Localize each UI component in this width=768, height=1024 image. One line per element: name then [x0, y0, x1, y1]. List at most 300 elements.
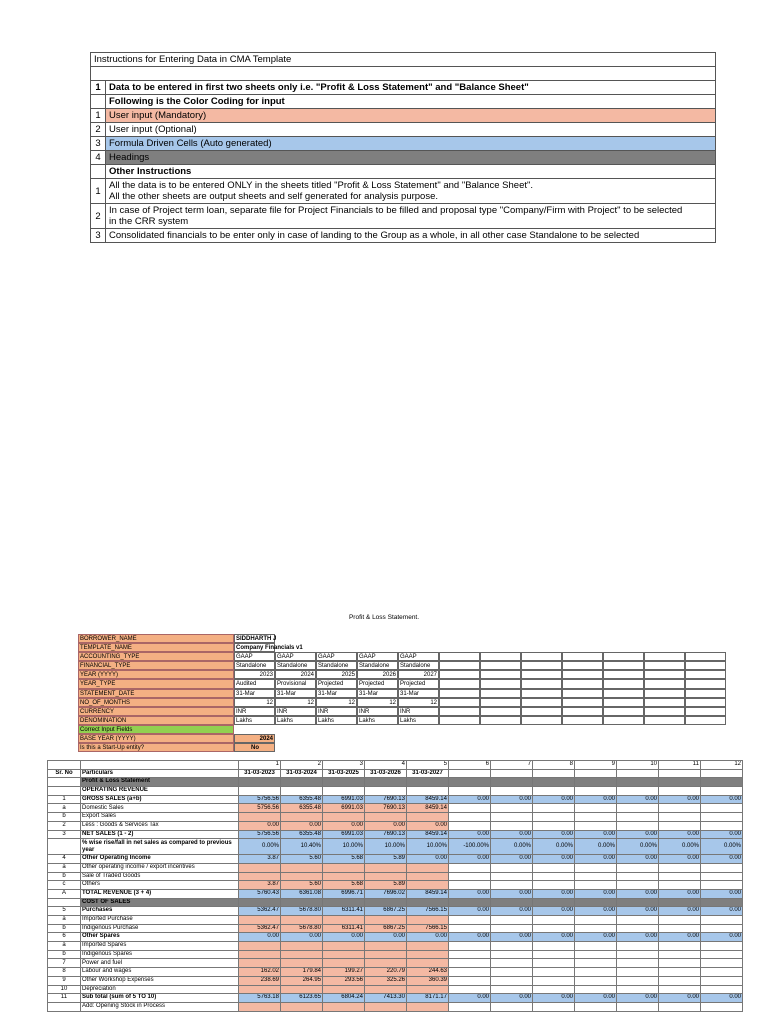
meta-cell[interactable]	[357, 743, 398, 752]
row-value[interactable]: 0.00	[491, 855, 533, 864]
meta-cell[interactable]	[562, 734, 603, 743]
row-value[interactable]: 5.89	[365, 881, 407, 890]
meta-value[interactable]: INR	[316, 707, 357, 716]
row-value[interactable]	[449, 942, 491, 951]
row-value[interactable]: 162.02	[239, 968, 281, 977]
row-value[interactable]: 0.00	[449, 830, 491, 839]
meta-cell[interactable]	[316, 634, 357, 643]
row-value[interactable]: 0.00	[533, 933, 575, 942]
meta-value[interactable]: Projected	[398, 679, 439, 688]
row-value[interactable]	[701, 924, 743, 933]
meta-cell[interactable]	[562, 643, 603, 652]
row-value[interactable]	[533, 1002, 575, 1011]
row-value[interactable]: 0.00%	[239, 839, 281, 855]
row-value[interactable]	[407, 872, 449, 881]
row-value[interactable]: 0.00	[575, 795, 617, 804]
row-value[interactable]: 0.00%	[617, 839, 659, 855]
meta-value[interactable]: 12	[275, 698, 316, 707]
row-value[interactable]	[281, 1002, 323, 1011]
row-value[interactable]	[617, 950, 659, 959]
row-value[interactable]: 0.00	[617, 889, 659, 898]
row-value[interactable]	[323, 787, 365, 796]
row-value[interactable]: 0.00	[575, 855, 617, 864]
meta-cell[interactable]	[439, 743, 480, 752]
row-value[interactable]	[533, 881, 575, 890]
row-value[interactable]: 0.00	[239, 933, 281, 942]
row-value[interactable]	[281, 959, 323, 968]
row-value[interactable]	[365, 950, 407, 959]
row-value[interactable]	[701, 942, 743, 951]
row-value[interactable]	[617, 813, 659, 822]
row-value[interactable]: 5763.18	[239, 994, 281, 1003]
meta-cell[interactable]	[398, 734, 439, 743]
row-value[interactable]: 8459.14	[407, 804, 449, 813]
row-value[interactable]	[575, 916, 617, 925]
meta-cell[interactable]	[644, 670, 685, 679]
meta-value[interactable]: GAAP	[275, 652, 316, 661]
row-value[interactable]	[449, 787, 491, 796]
meta-value[interactable]: Standalone	[275, 661, 316, 670]
row-value[interactable]	[281, 872, 323, 881]
row-value[interactable]: 0.00	[575, 889, 617, 898]
row-value[interactable]: 0.00%	[533, 839, 575, 855]
meta-cell[interactable]	[644, 716, 685, 725]
row-value[interactable]	[365, 863, 407, 872]
meta-cell[interactable]	[521, 679, 562, 688]
meta-cell[interactable]	[480, 643, 521, 652]
meta-cell[interactable]	[316, 734, 357, 743]
meta-cell[interactable]	[644, 698, 685, 707]
meta-cell[interactable]	[562, 661, 603, 670]
row-value[interactable]: 5362.47	[239, 924, 281, 933]
meta-cell[interactable]	[562, 716, 603, 725]
row-value[interactable]: 5678.80	[281, 907, 323, 916]
meta-value[interactable]: 2024	[275, 670, 316, 679]
meta-value[interactable]: 2025	[316, 670, 357, 679]
meta-value[interactable]: GAAP	[316, 652, 357, 661]
row-value[interactable]: 7690.13	[365, 830, 407, 839]
meta-cell[interactable]	[439, 643, 480, 652]
row-value[interactable]	[617, 1002, 659, 1011]
row-value[interactable]	[449, 881, 491, 890]
row-value[interactable]: 325.26	[365, 976, 407, 985]
row-value[interactable]: 6361.08	[281, 889, 323, 898]
meta-cell[interactable]	[439, 707, 480, 716]
row-value[interactable]	[533, 813, 575, 822]
row-value[interactable]: 6355.48	[281, 830, 323, 839]
meta-value[interactable]: 31-Mar	[316, 689, 357, 698]
meta-value[interactable]: Lakhs	[275, 716, 316, 725]
row-value[interactable]	[617, 924, 659, 933]
row-value[interactable]: 0.00	[659, 855, 701, 864]
row-value[interactable]	[617, 804, 659, 813]
row-value[interactable]	[407, 1002, 449, 1011]
meta-cell[interactable]	[685, 643, 726, 652]
row-value[interactable]	[449, 821, 491, 830]
row-value[interactable]	[575, 872, 617, 881]
meta-cell[interactable]	[521, 743, 562, 752]
row-value[interactable]	[365, 872, 407, 881]
row-value[interactable]: 0.00	[449, 994, 491, 1003]
meta-value[interactable]: 31-Mar	[275, 689, 316, 698]
meta-cell[interactable]	[603, 652, 644, 661]
row-value[interactable]	[659, 787, 701, 796]
row-value[interactable]	[491, 1002, 533, 1011]
row-value[interactable]: 0.00	[407, 821, 449, 830]
meta-cell[interactable]	[275, 734, 316, 743]
meta-value[interactable]: GAAP	[357, 652, 398, 661]
row-value[interactable]: 0.00	[407, 933, 449, 942]
meta-cell[interactable]	[439, 698, 480, 707]
meta-cell[interactable]	[439, 670, 480, 679]
meta-cell[interactable]	[644, 743, 685, 752]
row-value[interactable]	[575, 821, 617, 830]
meta-cell[interactable]	[275, 634, 316, 643]
row-value[interactable]: 0.00%	[491, 839, 533, 855]
row-value[interactable]	[407, 881, 449, 890]
meta-cell[interactable]	[398, 743, 439, 752]
row-value[interactable]	[491, 881, 533, 890]
meta-value[interactable]: 12	[316, 698, 357, 707]
row-value[interactable]: 5756.56	[239, 795, 281, 804]
meta-cell[interactable]	[480, 652, 521, 661]
row-value[interactable]: 0.00	[491, 933, 533, 942]
row-value[interactable]	[617, 863, 659, 872]
row-value[interactable]: 0.00	[533, 795, 575, 804]
row-value[interactable]	[449, 985, 491, 994]
row-value[interactable]	[239, 872, 281, 881]
meta-cell[interactable]	[603, 689, 644, 698]
row-value[interactable]: 10.00%	[323, 839, 365, 855]
row-value[interactable]: 0.00	[533, 889, 575, 898]
row-value[interactable]	[575, 1002, 617, 1011]
meta-cell[interactable]	[562, 679, 603, 688]
meta-cell[interactable]	[275, 643, 316, 652]
meta-cell[interactable]	[685, 634, 726, 643]
meta-cell[interactable]	[439, 661, 480, 670]
row-value[interactable]	[407, 985, 449, 994]
meta-cell[interactable]	[685, 707, 726, 716]
meta-cell[interactable]	[480, 743, 521, 752]
meta-cell[interactable]	[603, 698, 644, 707]
row-value[interactable]: 6867.25	[365, 924, 407, 933]
row-value[interactable]	[659, 804, 701, 813]
meta-cell[interactable]	[357, 643, 398, 652]
meta-cell[interactable]	[685, 652, 726, 661]
row-value[interactable]	[449, 872, 491, 881]
meta-cell[interactable]	[480, 661, 521, 670]
row-value[interactable]: 8459.14	[407, 830, 449, 839]
row-value[interactable]: 8459.14	[407, 795, 449, 804]
row-value[interactable]: 5.68	[323, 855, 365, 864]
row-value[interactable]	[617, 959, 659, 968]
meta-cell[interactable]	[685, 661, 726, 670]
row-value[interactable]: 3.87	[239, 881, 281, 890]
row-value[interactable]	[449, 959, 491, 968]
row-value[interactable]: 5.68	[323, 881, 365, 890]
meta-value[interactable]: INR	[275, 707, 316, 716]
meta-value[interactable]: 2024	[234, 734, 275, 743]
row-value[interactable]	[323, 916, 365, 925]
meta-value[interactable]: 31-Mar	[234, 689, 275, 698]
row-value[interactable]	[407, 787, 449, 796]
row-value[interactable]	[701, 787, 743, 796]
meta-value[interactable]: SIDDHARTH J	[236, 636, 277, 642]
meta-cell[interactable]	[644, 661, 685, 670]
meta-cell[interactable]	[603, 679, 644, 688]
row-value[interactable]	[575, 950, 617, 959]
row-value[interactable]	[365, 916, 407, 925]
row-value[interactable]	[659, 821, 701, 830]
row-value[interactable]	[365, 959, 407, 968]
row-value[interactable]: 10.00%	[365, 839, 407, 855]
row-value[interactable]	[281, 813, 323, 822]
row-value[interactable]	[575, 924, 617, 933]
row-value[interactable]	[701, 1002, 743, 1011]
row-value[interactable]: 0.00	[239, 821, 281, 830]
row-value[interactable]	[491, 787, 533, 796]
meta-cell[interactable]	[521, 670, 562, 679]
row-value[interactable]: 5.60	[281, 881, 323, 890]
row-value[interactable]: 199.27	[323, 968, 365, 977]
row-value[interactable]: 7696.02	[365, 889, 407, 898]
row-value[interactable]	[701, 985, 743, 994]
row-value[interactable]	[533, 804, 575, 813]
row-value[interactable]	[575, 942, 617, 951]
row-value[interactable]	[281, 787, 323, 796]
meta-cell[interactable]	[562, 698, 603, 707]
row-value[interactable]: 8459.14	[407, 889, 449, 898]
row-value[interactable]	[491, 916, 533, 925]
row-value[interactable]	[491, 872, 533, 881]
row-value[interactable]	[575, 976, 617, 985]
row-value[interactable]	[659, 976, 701, 985]
row-value[interactable]: 0.00	[281, 933, 323, 942]
row-value[interactable]	[491, 976, 533, 985]
row-value[interactable]: 0.00	[449, 933, 491, 942]
meta-value[interactable]: 2026	[357, 670, 398, 679]
meta-cell[interactable]	[562, 707, 603, 716]
row-value[interactable]: 0.00	[659, 994, 701, 1003]
row-value[interactable]	[659, 813, 701, 822]
row-value[interactable]	[239, 916, 281, 925]
row-value[interactable]	[575, 813, 617, 822]
meta-cell[interactable]	[685, 743, 726, 752]
row-value[interactable]	[533, 950, 575, 959]
row-value[interactable]: 0.00	[659, 907, 701, 916]
row-value[interactable]	[491, 813, 533, 822]
row-value[interactable]: 3.87	[239, 855, 281, 864]
row-value[interactable]: 6355.48	[281, 804, 323, 813]
row-value[interactable]	[617, 872, 659, 881]
meta-cell[interactable]	[603, 643, 644, 652]
row-value[interactable]: 0.00	[659, 830, 701, 839]
meta-cell[interactable]	[439, 734, 480, 743]
row-value[interactable]	[617, 968, 659, 977]
row-value[interactable]: 10.40%	[281, 839, 323, 855]
meta-cell[interactable]	[644, 643, 685, 652]
meta-cell[interactable]	[521, 716, 562, 725]
row-value[interactable]	[617, 976, 659, 985]
row-value[interactable]: 5756.56	[239, 804, 281, 813]
meta-cell[interactable]	[644, 689, 685, 698]
row-value[interactable]	[449, 916, 491, 925]
row-value[interactable]	[491, 924, 533, 933]
row-value[interactable]	[659, 959, 701, 968]
row-value[interactable]: 7413.30	[365, 994, 407, 1003]
meta-cell[interactable]	[480, 716, 521, 725]
row-value[interactable]	[659, 942, 701, 951]
row-value[interactable]: 0.00	[449, 795, 491, 804]
row-value[interactable]: 6991.03	[323, 830, 365, 839]
row-value[interactable]	[533, 821, 575, 830]
row-value[interactable]	[575, 881, 617, 890]
row-value[interactable]: 0.00	[701, 889, 743, 898]
row-value[interactable]	[323, 942, 365, 951]
meta-value[interactable]: Projected	[357, 679, 398, 688]
row-value[interactable]: 179.84	[281, 968, 323, 977]
meta-cell[interactable]	[644, 679, 685, 688]
meta-value[interactable]: Lakhs	[398, 716, 439, 725]
row-value[interactable]: 0.00	[491, 994, 533, 1003]
row-value[interactable]	[533, 872, 575, 881]
row-value[interactable]	[365, 787, 407, 796]
meta-cell[interactable]	[562, 743, 603, 752]
row-value[interactable]	[491, 968, 533, 977]
row-value[interactable]: 6867.25	[365, 907, 407, 916]
meta-cell[interactable]	[439, 679, 480, 688]
row-value[interactable]: 0.00	[449, 889, 491, 898]
row-value[interactable]: 0.00	[449, 907, 491, 916]
meta-cell[interactable]	[603, 634, 644, 643]
row-value[interactable]: 0.00	[701, 855, 743, 864]
meta-cell[interactable]	[480, 634, 521, 643]
row-value[interactable]	[449, 968, 491, 977]
meta-value[interactable]: INR	[398, 707, 439, 716]
row-value[interactable]	[701, 916, 743, 925]
meta-value[interactable]: GAAP	[234, 652, 275, 661]
row-value[interactable]	[491, 950, 533, 959]
row-value[interactable]: 0.00	[491, 889, 533, 898]
row-value[interactable]: 5678.80	[281, 924, 323, 933]
meta-cell[interactable]	[439, 716, 480, 725]
meta-cell[interactable]	[603, 743, 644, 752]
row-value[interactable]: 244.63	[407, 968, 449, 977]
row-value[interactable]	[701, 959, 743, 968]
row-value[interactable]: 0.00%	[701, 839, 743, 855]
row-value[interactable]: 6123.65	[281, 994, 323, 1003]
meta-cell[interactable]	[562, 634, 603, 643]
meta-cell[interactable]	[562, 689, 603, 698]
row-value[interactable]	[533, 968, 575, 977]
row-value[interactable]	[239, 942, 281, 951]
meta-value[interactable]: GAAP	[398, 652, 439, 661]
meta-cell[interactable]	[316, 643, 357, 652]
row-value[interactable]	[407, 916, 449, 925]
row-value[interactable]	[281, 916, 323, 925]
row-value[interactable]: 0.00%	[659, 839, 701, 855]
row-value[interactable]: 0.00	[617, 855, 659, 864]
row-value[interactable]: 0.00	[323, 933, 365, 942]
meta-cell[interactable]	[521, 634, 562, 643]
row-value[interactable]	[239, 959, 281, 968]
row-value[interactable]	[533, 916, 575, 925]
meta-cell[interactable]	[439, 652, 480, 661]
meta-cell[interactable]	[603, 661, 644, 670]
meta-value[interactable]: Lakhs	[357, 716, 398, 725]
row-value[interactable]: 8171.17	[407, 994, 449, 1003]
row-value[interactable]	[239, 1002, 281, 1011]
meta-cell[interactable]	[521, 652, 562, 661]
meta-cell[interactable]	[480, 670, 521, 679]
row-value[interactable]: 264.95	[281, 976, 323, 985]
meta-cell[interactable]	[521, 734, 562, 743]
meta-value[interactable]: Standalone	[234, 661, 275, 670]
row-value[interactable]	[407, 959, 449, 968]
meta-cell[interactable]	[439, 634, 480, 643]
row-value[interactable]	[239, 813, 281, 822]
row-value[interactable]: 0.00	[575, 907, 617, 916]
row-value[interactable]: 5.60	[281, 855, 323, 864]
meta-cell[interactable]	[480, 734, 521, 743]
row-value[interactable]	[617, 916, 659, 925]
row-value[interactable]: 0.00	[617, 933, 659, 942]
meta-value[interactable]: Standalone	[398, 661, 439, 670]
row-value[interactable]	[365, 1002, 407, 1011]
meta-cell[interactable]	[685, 698, 726, 707]
row-value[interactable]: 6311.41	[323, 907, 365, 916]
row-value[interactable]: 0.00	[533, 830, 575, 839]
row-value[interactable]	[575, 985, 617, 994]
row-value[interactable]: 0.00	[491, 795, 533, 804]
row-value[interactable]: 293.56	[323, 976, 365, 985]
meta-cell[interactable]	[603, 707, 644, 716]
row-value[interactable]	[659, 985, 701, 994]
meta-value[interactable]: Projected	[316, 679, 357, 688]
row-value[interactable]: 0.00	[617, 830, 659, 839]
row-value[interactable]	[323, 950, 365, 959]
row-value[interactable]	[701, 976, 743, 985]
row-value[interactable]: 0.00	[281, 821, 323, 830]
row-value[interactable]: 0.00	[659, 795, 701, 804]
row-value[interactable]: 7566.15	[407, 924, 449, 933]
row-value[interactable]: 0.00	[701, 795, 743, 804]
row-value[interactable]	[617, 942, 659, 951]
row-value[interactable]	[701, 881, 743, 890]
row-value[interactable]	[617, 787, 659, 796]
row-value[interactable]	[239, 863, 281, 872]
meta-value[interactable]: Lakhs	[234, 716, 275, 725]
row-value[interactable]	[533, 959, 575, 968]
row-value[interactable]	[491, 804, 533, 813]
row-value[interactable]: 7690.13	[365, 804, 407, 813]
row-value[interactable]: 220.79	[365, 968, 407, 977]
row-value[interactable]	[533, 976, 575, 985]
meta-cell[interactable]	[644, 652, 685, 661]
row-value[interactable]: 6804.24	[323, 994, 365, 1003]
row-value[interactable]: 5756.56	[239, 830, 281, 839]
row-value[interactable]	[533, 942, 575, 951]
row-value[interactable]	[323, 863, 365, 872]
row-value[interactable]	[239, 787, 281, 796]
meta-value[interactable]: INR	[357, 707, 398, 716]
row-value[interactable]: 0.00%	[575, 839, 617, 855]
row-value[interactable]: 0.00	[533, 907, 575, 916]
row-value[interactable]	[323, 959, 365, 968]
row-value[interactable]	[533, 863, 575, 872]
row-value[interactable]: 6311.41	[323, 924, 365, 933]
row-value[interactable]	[701, 863, 743, 872]
